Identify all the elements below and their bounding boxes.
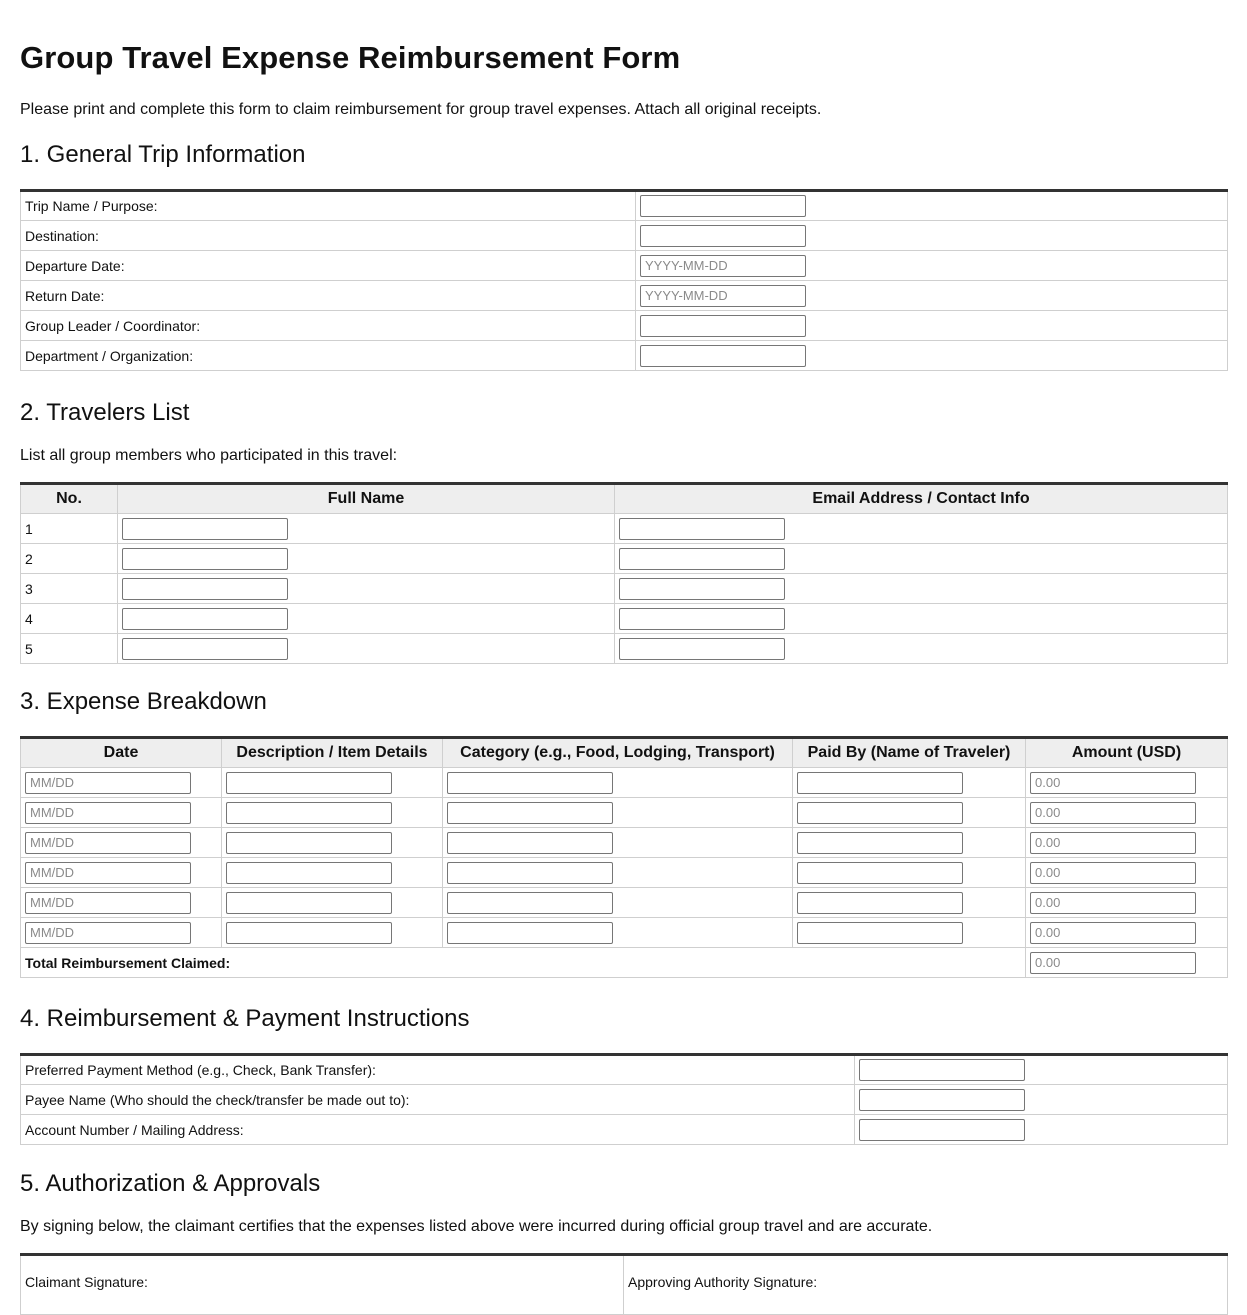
col-header-amount: Amount (USD) bbox=[1026, 738, 1228, 768]
expense-amount-field[interactable] bbox=[1030, 772, 1196, 794]
expense-amount-field[interactable] bbox=[1030, 862, 1196, 884]
trip-info-row bbox=[21, 251, 1228, 281]
payment-value-cell bbox=[855, 1115, 1228, 1145]
traveler-contact-cell bbox=[615, 544, 1228, 574]
expense-description-field[interactable] bbox=[226, 892, 392, 914]
expense-description-cell bbox=[222, 768, 443, 798]
payment-label: Account Number / Mailing Address: bbox=[21, 1115, 855, 1145]
traveler-number: 3 bbox=[21, 574, 118, 604]
expense-category-field[interactable] bbox=[447, 772, 613, 794]
traveler-contact-cell bbox=[615, 574, 1228, 604]
trip-info-field[interactable] bbox=[640, 195, 806, 217]
traveler-name-field[interactable] bbox=[122, 638, 288, 660]
expense-date-cell bbox=[21, 858, 222, 888]
traveler-number: 4 bbox=[21, 604, 118, 634]
expense-description-field[interactable] bbox=[226, 772, 392, 794]
expense-description-field[interactable] bbox=[226, 922, 392, 944]
traveler-row bbox=[21, 574, 1228, 604]
expense-paid-by-cell bbox=[793, 768, 1026, 798]
expense-description-cell bbox=[222, 918, 443, 948]
approver-signature-cell[interactable] bbox=[624, 1255, 1228, 1315]
expense-amount-field[interactable] bbox=[1030, 802, 1196, 824]
trip-info-row bbox=[21, 221, 1228, 251]
expense-category-cell bbox=[443, 768, 793, 798]
authorization-note: By signing below, the claimant certifies that the expenses listed above were incurred during official group travel and are accurate. bbox=[20, 1218, 933, 1235]
traveler-contact-field[interactable] bbox=[619, 548, 785, 570]
trip-info-value-cell bbox=[636, 251, 1228, 281]
col-header-category: Category (e.g., Food, Lodging, Transport) bbox=[443, 738, 793, 768]
approver-signature-label: Approving Authority Signature: bbox=[628, 1274, 818, 1290]
traveler-row bbox=[21, 514, 1228, 544]
travelers-table bbox=[20, 482, 1228, 664]
section3-heading: 3. Expense Breakdown bbox=[20, 688, 267, 715]
col-header-description: Description / Item Details bbox=[222, 738, 443, 768]
expense-paid-by-cell bbox=[793, 798, 1026, 828]
traveler-contact-cell bbox=[615, 634, 1228, 664]
expense-description-cell bbox=[222, 798, 443, 828]
expense-paid-by-field[interactable] bbox=[797, 772, 963, 794]
trip-info-row bbox=[21, 191, 1228, 221]
expense-date-cell bbox=[21, 798, 222, 828]
expense-row bbox=[21, 828, 1228, 858]
expense-description-field[interactable] bbox=[226, 832, 392, 854]
trip-info-label: Trip Name / Purpose: bbox=[21, 191, 636, 221]
expense-category-field[interactable] bbox=[447, 802, 613, 824]
total-amount-field[interactable] bbox=[1030, 952, 1196, 974]
expense-category-field[interactable] bbox=[447, 922, 613, 944]
traveler-row bbox=[21, 634, 1228, 664]
trip-info-row bbox=[21, 341, 1228, 371]
claimant-signature-cell[interactable] bbox=[21, 1255, 624, 1315]
expense-category-cell bbox=[443, 888, 793, 918]
payment-field[interactable] bbox=[859, 1089, 1025, 1111]
section5-heading: 5. Authorization & Approvals bbox=[20, 1170, 321, 1197]
col-header-email: Email Address / Contact Info bbox=[615, 484, 1228, 514]
traveler-name-cell bbox=[118, 574, 615, 604]
section4-heading: 4. Reimbursement & Payment Instructions bbox=[20, 1005, 470, 1032]
payment-row bbox=[21, 1055, 1228, 1085]
trip-info-value-cell bbox=[636, 191, 1228, 221]
payment-value-cell bbox=[855, 1055, 1228, 1085]
trip-info-row bbox=[21, 281, 1228, 311]
expense-date-field[interactable] bbox=[25, 802, 191, 824]
expense-description-field[interactable] bbox=[226, 802, 392, 824]
expense-date-cell bbox=[21, 828, 222, 858]
expense-paid-by-field[interactable] bbox=[797, 802, 963, 824]
payment-field[interactable] bbox=[859, 1059, 1025, 1081]
expense-category-cell bbox=[443, 918, 793, 948]
trip-info-value-cell bbox=[636, 311, 1228, 341]
col-header-date: Date bbox=[21, 738, 222, 768]
col-header-full-name: Full Name bbox=[118, 484, 615, 514]
trip-info-row bbox=[21, 311, 1228, 341]
expense-category-cell bbox=[443, 798, 793, 828]
expense-amount-cell bbox=[1026, 888, 1228, 918]
trip-info-field[interactable] bbox=[640, 225, 806, 247]
traveler-contact-field[interactable] bbox=[619, 638, 785, 660]
expense-amount-field[interactable] bbox=[1030, 832, 1196, 854]
expense-amount-field[interactable] bbox=[1030, 922, 1196, 944]
expense-paid-by-field[interactable] bbox=[797, 892, 963, 914]
trip-info-label: Departure Date: bbox=[21, 251, 636, 281]
traveler-contact-cell bbox=[615, 514, 1228, 544]
traveler-number: 5 bbox=[21, 634, 118, 664]
expense-date-field[interactable] bbox=[25, 922, 191, 944]
signature-table bbox=[20, 1253, 1228, 1315]
expense-paid-by-field[interactable] bbox=[797, 922, 963, 944]
expense-category-field[interactable] bbox=[447, 862, 613, 884]
trip-info-field[interactable] bbox=[640, 285, 806, 307]
payment-field[interactable] bbox=[859, 1119, 1025, 1141]
expense-amount-cell bbox=[1026, 858, 1228, 888]
payment-row bbox=[21, 1085, 1228, 1115]
total-label: Total Reimbursement Claimed: bbox=[21, 948, 1026, 978]
intro-text: Please print and complete this form to claim reimbursement for group travel expenses. Attach all original receipts. bbox=[20, 101, 822, 118]
expense-amount-cell bbox=[1026, 828, 1228, 858]
expense-paid-by-cell bbox=[793, 888, 1026, 918]
payment-value-cell bbox=[855, 1085, 1228, 1115]
expense-date-field[interactable] bbox=[25, 832, 191, 854]
traveler-name-cell bbox=[118, 514, 615, 544]
expense-category-cell bbox=[443, 858, 793, 888]
expense-paid-by-cell bbox=[793, 828, 1026, 858]
expense-date-field[interactable] bbox=[25, 772, 191, 794]
traveler-name-cell bbox=[118, 634, 615, 664]
claimant-signature-label: Claimant Signature: bbox=[25, 1274, 148, 1290]
trip-info-label: Return Date: bbox=[21, 281, 636, 311]
trip-info-label: Destination: bbox=[21, 221, 636, 251]
traveler-name-field[interactable] bbox=[122, 608, 288, 630]
traveler-number: 2 bbox=[21, 544, 118, 574]
expense-date-field[interactable] bbox=[25, 862, 191, 884]
payment-table bbox=[20, 1053, 1228, 1145]
expense-date-cell bbox=[21, 768, 222, 798]
total-cell bbox=[1026, 948, 1228, 978]
expense-table bbox=[20, 736, 1228, 978]
expense-date-cell bbox=[21, 918, 222, 948]
expense-amount-field[interactable] bbox=[1030, 892, 1196, 914]
expense-description-cell bbox=[222, 828, 443, 858]
expense-row bbox=[21, 768, 1228, 798]
expense-amount-cell bbox=[1026, 918, 1228, 948]
trip-info-table bbox=[20, 189, 1228, 371]
traveler-name-field[interactable] bbox=[122, 548, 288, 570]
traveler-row bbox=[21, 544, 1228, 574]
traveler-name-cell bbox=[118, 604, 615, 634]
payment-row bbox=[21, 1115, 1228, 1145]
trip-info-field[interactable] bbox=[640, 345, 806, 367]
trip-info-value-cell bbox=[636, 221, 1228, 251]
expense-description-cell bbox=[222, 888, 443, 918]
col-header-no: No. bbox=[21, 484, 118, 514]
section1-heading: 1. General Trip Information bbox=[20, 141, 306, 168]
trip-info-value-cell bbox=[636, 341, 1228, 371]
section2-heading: 2. Travelers List bbox=[20, 399, 190, 426]
expense-category-field[interactable] bbox=[447, 892, 613, 914]
trip-info-label: Department / Organization: bbox=[21, 341, 636, 371]
traveler-name-cell bbox=[118, 544, 615, 574]
expense-row bbox=[21, 888, 1228, 918]
expense-row bbox=[21, 858, 1228, 888]
expense-description-field[interactable] bbox=[226, 862, 392, 884]
expense-paid-by-field[interactable] bbox=[797, 862, 963, 884]
expense-date-cell bbox=[21, 888, 222, 918]
trip-info-field[interactable] bbox=[640, 315, 806, 337]
traveler-name-field[interactable] bbox=[122, 518, 288, 540]
expense-paid-by-cell bbox=[793, 858, 1026, 888]
col-header-paid-by: Paid By (Name of Traveler) bbox=[793, 738, 1026, 768]
trip-info-value-cell bbox=[636, 281, 1228, 311]
expense-category-cell bbox=[443, 828, 793, 858]
traveler-contact-field[interactable] bbox=[619, 608, 785, 630]
total-row bbox=[21, 948, 1228, 978]
expense-paid-by-cell bbox=[793, 918, 1026, 948]
trip-info-label: Group Leader / Coordinator: bbox=[21, 311, 636, 341]
expense-paid-by-field[interactable] bbox=[797, 832, 963, 854]
traveler-contact-field[interactable] bbox=[619, 578, 785, 600]
expense-row bbox=[21, 918, 1228, 948]
travelers-note: List all group members who participated in this travel: bbox=[20, 447, 398, 464]
expense-row bbox=[21, 798, 1228, 828]
expense-category-field[interactable] bbox=[447, 832, 613, 854]
payment-label: Payee Name (Who should the check/transfer be made out to): bbox=[21, 1085, 855, 1115]
traveler-name-field[interactable] bbox=[122, 578, 288, 600]
page-title: Group Travel Expense Reimbursement Form bbox=[20, 40, 681, 75]
expense-amount-cell bbox=[1026, 798, 1228, 828]
expense-description-cell bbox=[222, 858, 443, 888]
expense-amount-cell bbox=[1026, 768, 1228, 798]
expense-date-field[interactable] bbox=[25, 892, 191, 914]
traveler-row bbox=[21, 604, 1228, 634]
payment-label: Preferred Payment Method (e.g., Check, Bank Transfer): bbox=[21, 1055, 855, 1085]
traveler-contact-field[interactable] bbox=[619, 518, 785, 540]
traveler-contact-cell bbox=[615, 604, 1228, 634]
trip-info-field[interactable] bbox=[640, 255, 806, 277]
traveler-number: 1 bbox=[21, 514, 118, 544]
